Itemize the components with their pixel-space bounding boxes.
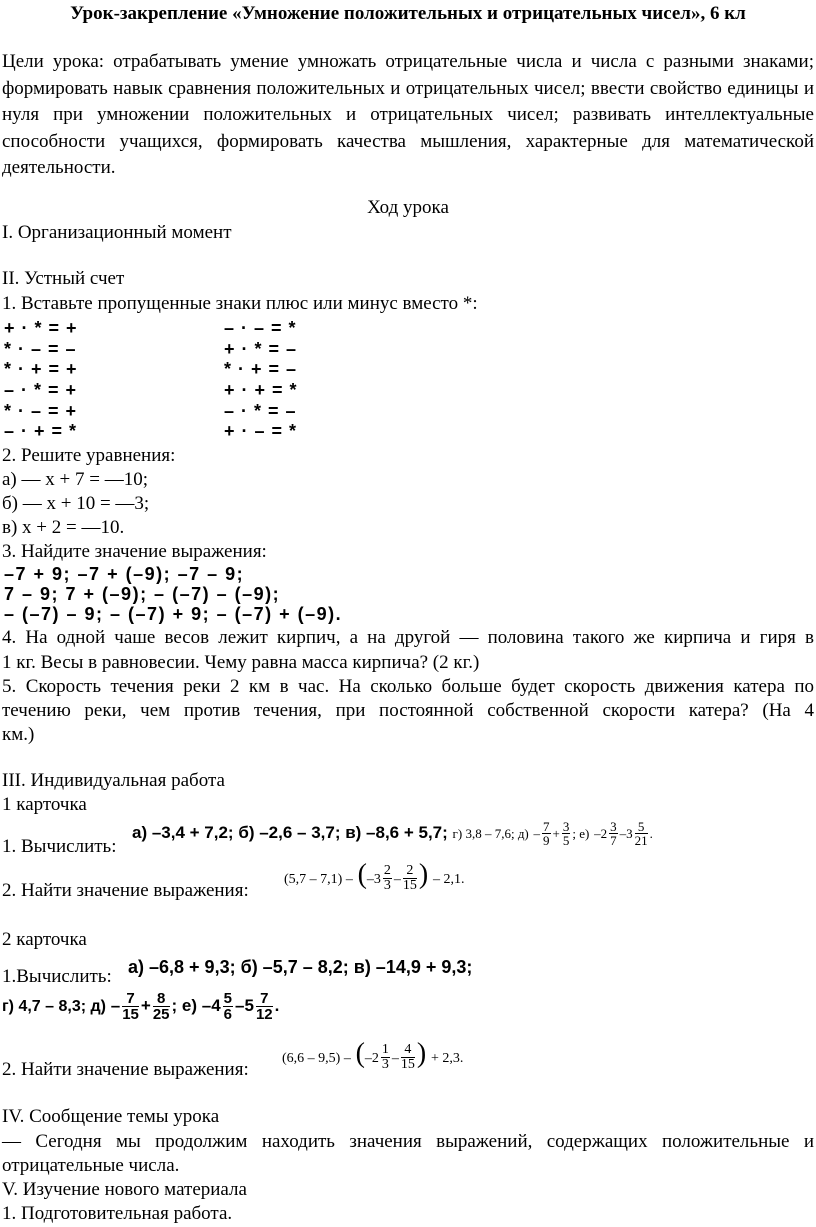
fraction: $\frac{2}{3}$ [383,863,391,894]
equation: б) — х + 10 = —3; [2,493,150,514]
fraction: $\frac{5}{6}$ [223,990,233,1024]
sign-row: – · + = * [4,421,78,441]
course-heading: Ход урока [367,197,449,218]
sign-row: * · + = – [224,359,298,379]
find-label: 2. Найти значение выражения: [2,1059,249,1080]
task-text: км.) [2,724,35,745]
section-heading: IV. Сообщение темы урока [2,1106,220,1127]
sign-row: + · – = * [224,421,298,441]
fraction: $\frac{7}{12}$ [255,990,273,1024]
section-heading: I. Организационный момент [2,222,232,243]
card-heading: 1 карточка [2,794,87,815]
section-heading: V. Изучение нового материала [2,1179,247,1200]
math-expression: г) 3,8 – 7,6; д) [452,826,529,841]
fraction: $\frac{7}{15}$ [122,990,139,1024]
fraction: $\frac{7}{9}$ [543,819,550,849]
math-expression: а) –6,8 + 9,3; б) –5,7 – 8,2; в) –14,9 + 9,3; [128,957,473,977]
fraction: $\frac{3}{7}$ [610,819,617,849]
math-line: (5,7 – 7,1) – (–3 $\frac{2}{3}$ – $\frac{2}{15}$ ) – 2,1. [284,859,465,894]
expression-row: – (–7) – 9; – (–7) + 9; – (–7) + (–9). [4,604,343,624]
paragraph: — Сегодня мы продолжим находить значения выражений, содержащих положительные и [2,1131,814,1152]
expression-row: 7 – 9; 7 + (–9); – (–7) – (–9); [4,584,281,604]
lesson-goals: Цели урока: отрабатывать умение умножать отрицательные числа и числа с разными знаками; формировать навык сравнения положительных и отрицательных чисел; ввести свойство единицы и нуля при умножении положительных и отрицательных чисел; развивать интеллектуальные способности учащихся, формировать качества мышления, характерные для математической деятельности. [2,51,814,178]
page-title: Урок-закрепление «Умножение положительных и отрицательных чисел», 6 кл [70,3,746,24]
fraction: $\frac{3}{5}$ [562,819,570,849]
card-heading: 2 карточка [2,929,87,950]
sign-row: – · – = * [224,318,297,338]
task-text: 5. Скорость течения реки 2 км в час. На сколько больше будет скорость движения катера по [2,676,814,697]
task-text: 3. Найдите значение выражения: [2,541,267,562]
math-expression: а) –3,4 + 7,2; б) –2,6 – 3,7; в) –8,6 + 5,7; [132,823,448,842]
sign-row: * · + = + [4,359,78,379]
fraction: $\frac{8}{25}$ [152,990,170,1024]
task-text: 1 кг. Весы в равновесии. Чему равна масса кирпича? (2 кг.) [2,652,480,673]
paragraph: отрицательные числа. [2,1155,180,1176]
expression-row: –7 + 9; –7 + (–9); –7 – 9; [4,564,245,584]
equation: а) — х + 7 = —10; [2,469,148,490]
task-text: течению реки, чем против течения, при постоянной собственной скорости катера? (На 4 [2,700,814,721]
math-line: г) 4,7 – 8,3; д) – $\frac{7}{15}$ + $\frac{8}{25}$ ; е) –4 $\frac{5}{6}$ –5 $\frac{7}{12}$ . [2,990,280,1024]
section-heading: III. Индивидуальная работа [2,770,225,791]
sign-row: + · + = * [224,380,298,400]
task-text: 1. Вставьте пропущенные знаки плюс или минус вместо *: [2,293,478,314]
compute-label: 1.Вычислить: [2,966,112,987]
math-line: (6,6 – 9,5) – (–2 $\frac{1}{3}$ – $\frac{4}{15}$ ) + 2,3. [282,1038,464,1073]
section-heading: II. Устный счет [2,268,125,289]
fraction: $\frac{2}{15}$ [402,863,417,894]
find-label: 2. Найти значение выражения: [2,880,249,901]
equation: в) х + 2 = —10. [2,517,125,538]
compute-label: 1. Вычислить: [2,836,117,857]
sign-row: * · – = + [4,401,78,421]
sign-row: – · * = + [4,380,78,400]
task-text: 2. Решите уравнения: [2,445,176,466]
fraction: $\frac{4}{15}$ [400,1042,415,1073]
sign-row: – · * = – [224,401,297,421]
paragraph: 1. Подготовительная работа. [2,1203,233,1224]
fraction: $\frac{5}{21}$ [634,819,648,849]
sign-row: + · * = – [224,339,298,359]
fraction: $\frac{1}{3}$ [381,1042,389,1073]
task-text: 4. На одной чаше весов лежит кирпич, а на другой — половина такого же кирпича и гиря в [2,627,814,648]
math-line: а) –3,4 + 7,2; б) –2,6 – 3,7; в) –8,6 + 5,7; г) 3,8 – 7,6; д) – $\frac{7}{9}$ + $\frac{3}{5}$ ; е) –2 $\frac{3}{7}$ –3 $\frac{5}{21}$ . [132,819,653,849]
sign-row: + · * = + [4,318,78,338]
sign-row: * · – = – [4,339,77,359]
